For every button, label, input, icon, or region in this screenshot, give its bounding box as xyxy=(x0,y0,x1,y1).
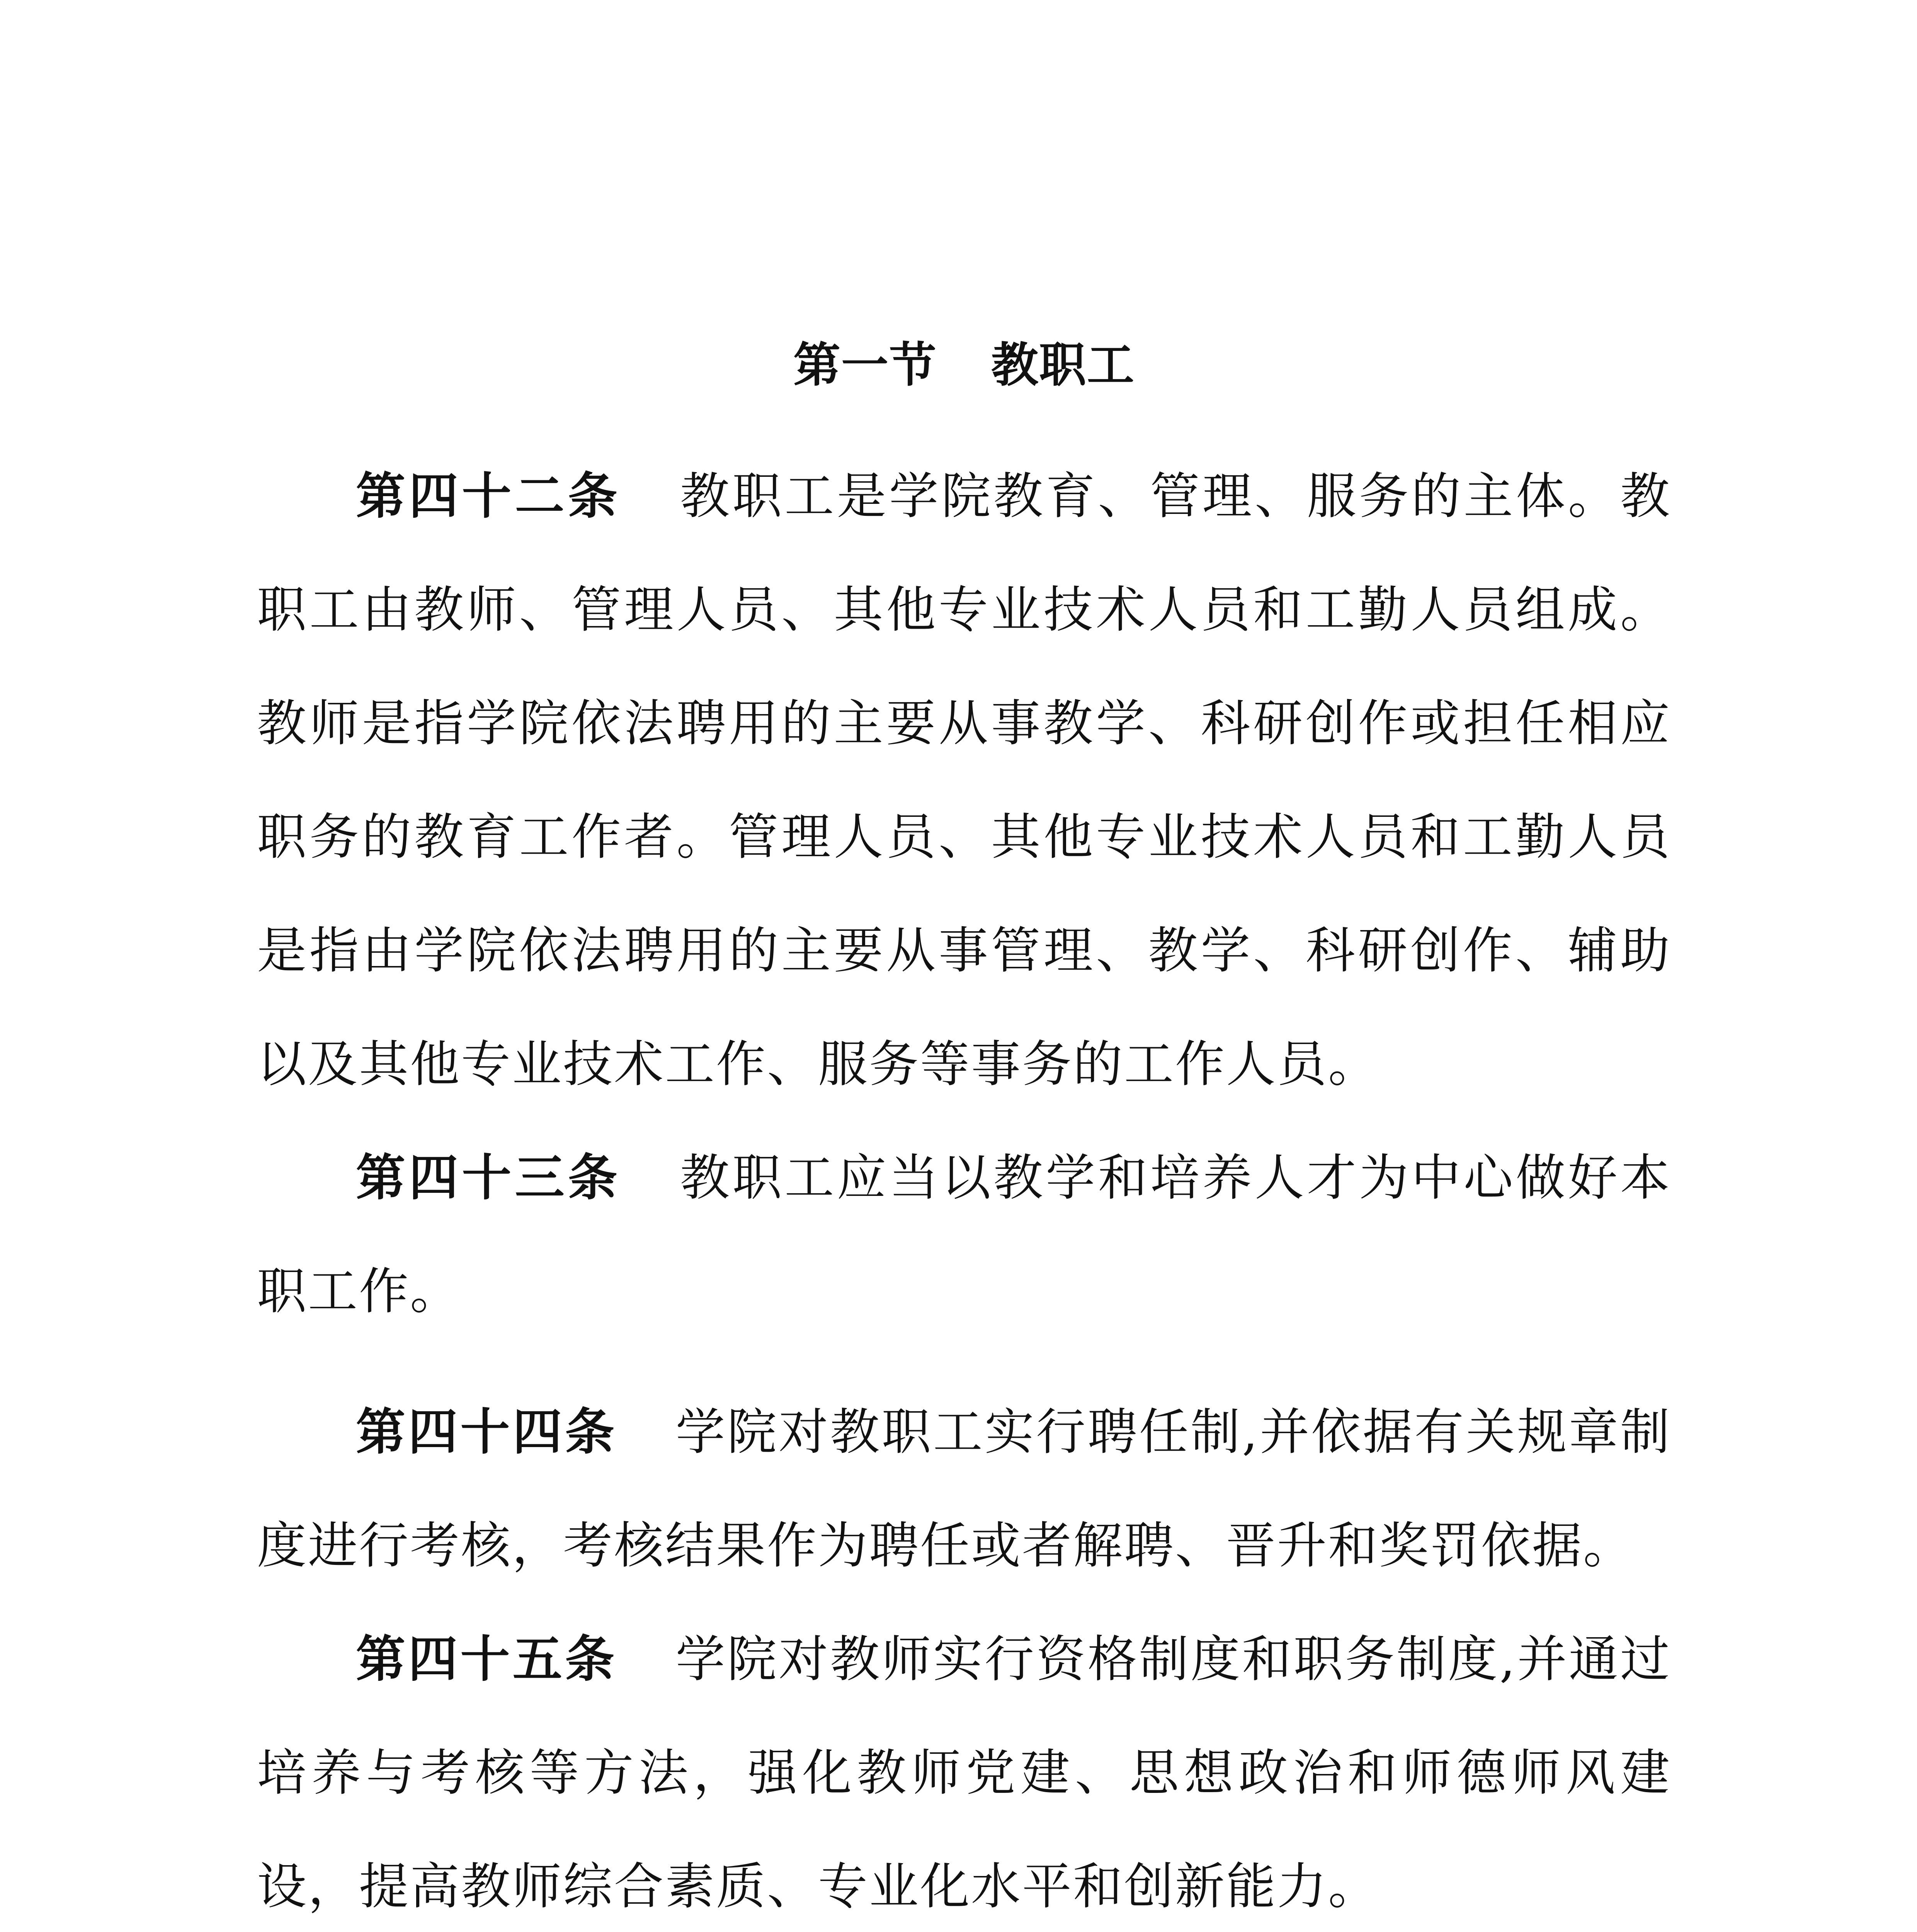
article-text: 学院对教职工实行聘任制,并依据有关规章制度进行考核，考核结果作为聘任或者解聘、晋升和奖罚依据。 xyxy=(257,1403,1671,1575)
article-43 xyxy=(257,1121,1671,1349)
article-text: 教职工应当以教学和培养人才为中心做好本职工作。 xyxy=(257,1149,1671,1320)
article-44 xyxy=(257,1376,1671,1603)
section-heading xyxy=(257,336,1671,394)
article-number: 第四十三条 xyxy=(356,1149,621,1207)
article-number: 第四十五条 xyxy=(356,1631,617,1688)
article-number: 第四十四条 xyxy=(356,1403,617,1461)
section-title: 教职工 xyxy=(991,338,1135,393)
section-label: 第一节 xyxy=(793,338,937,393)
article-45 xyxy=(257,1603,1671,1932)
article-text: 学院对教师实行资格制度和职务制度,并通过培养与考核等方法，强化教师党建、思想政治和师德师风建设，提高教师综合素质、专业化水平和创新能力。 xyxy=(257,1631,1671,1915)
article-number: 第四十二条 xyxy=(356,468,621,525)
article-42 xyxy=(257,440,1671,1121)
page-content xyxy=(257,336,1671,1932)
article-text: 教职工是学院教育、管理、服务的主体。教职工由教师、管理人员、其他专业技术人员和工勤人员组成。教师是指学院依法聘用的主要从事教学、科研创作或担任相应职务的教育工作者。管理人员、其他专业技术人员和工勤人员是指由学院依法聘用的主要从事管理、教学、科研创作、辅助以及其他专业技术工作、服务等事务的工作人员。 xyxy=(257,468,1671,1093)
